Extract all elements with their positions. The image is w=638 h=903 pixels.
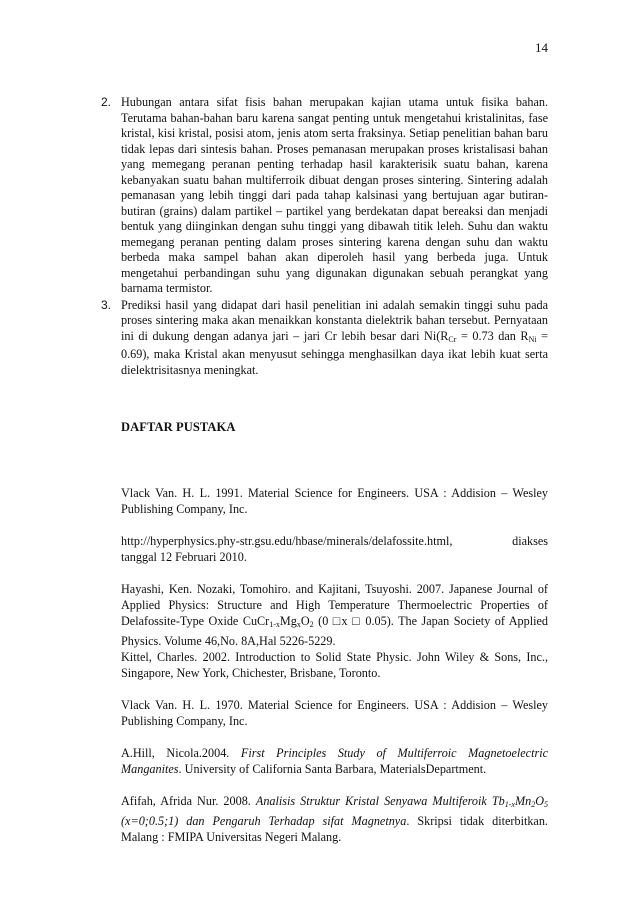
- page-number: 14: [535, 40, 548, 55]
- reference-item: A.Hill, Nicola.2004. First Principles Study of Multiferroic Magnetoelectric Manganites. University of California Santa Barbara, MaterialsDepartment.: [121, 746, 549, 776]
- list-item: [101, 95, 548, 297]
- list-item-text: Hubungan antara sifat fisis bahan merupakan kajian utama untuk fisika bahan. Terutama bahan-bahan baru karena sangat penting untuk mengetahui kristalinitas, fase kristal, kisi kristal, posisi atom, jenis atom serta fraksinya. Setiap penelitian bahan baru tidak lepas dari sintesis bahan. Proses pemanasan merupakan proses kristalisasi bahan yang memegang peranan penting terhadap hasil karakterisik suatu bahan, karena kebanyakan suatu bahan multiferroik dibuat dengan proses sintering. Sintering adalah pemanasan yang lebih tinggi dari pada tahap kalsinasi yang bertujuan agar butiran- butiran (grains) dalam partikel – partikel yang berdekatan dapat bereaksi dan menjadi bentuk yang diinginkan dengan suhu tinggi yang dibawah titik leleh. Suhu dan waktu memegang peranan penting dalam proses sintering karena dengan suhu dan waktu berbeda maka sampel bahan akan diperoleh hasil yang berbeda juga. Untuk mengetahui perbandingan suhu yang digunakan digunakan sebuah perangkat yang barnama termistor.: [121, 95, 548, 295]
- list-item: [101, 297, 548, 379]
- list-item-number: 2.: [101, 95, 112, 109]
- reference-item: http://hyperphysics.phy-str.gsu.edu/hbase/minerals/delafossite.html, diakses tanggal 12 Februari 2010.: [121, 534, 548, 564]
- reference-list: [121, 485, 548, 861]
- list-item-number: 3.: [101, 297, 112, 312]
- numbered-list: [101, 95, 548, 378]
- reference-item: Vlack Van. H. L. 1991. Material Science for Engineers. USA : Addision – Wesley Publishing Company, Inc.: [121, 486, 548, 516]
- reference-item: Vlack Van. H. L. 1970. Material Science for Engineers. USA : Addision – Wesley Publishing Company, Inc.: [121, 698, 548, 728]
- reference-item: Afifah, Afrida Nur. 2008. Analisis Struktur Kristal Senyawa Multiferoik $Tb_{1-x}Mn_2O_5$ (x=0;0.5;1) dan Pengaruh Terhadap sifat Magnetnya. Skripsi tidak diterbitkan. Malang : FMIPA Universitas Negeri Malang.: [121, 794, 548, 844]
- reference-item: Hayashi, Ken. Nozaki, Tomohiro. and Kajitani, Tsuyoshi. 2007. Japanese Journal of Applied Physics: Structure and High Temperature Thermoelectric Properties of Delafossite-Type Oxide $CuCr_{1-x}Mg_xO_2$ (0 □x □ 0.05). The Japan Society of Applied Physics. Volume 46,No. 8A,Hal 5226-5229.: [121, 582, 548, 648]
- reference-url[interactable]: http://hyperphysics.phy-str.gsu.edu/hbase/minerals/delafossite.html,: [121, 534, 453, 548]
- reference-item: Kittel, Charles. 2002. Introduction to Solid State Physic. John Wiley & Sons, Inc., Singapore, New York, Chichester, Brisbane, Toronto.: [121, 650, 548, 680]
- references-heading: DAFTAR PUSTAKA: [121, 420, 236, 434]
- list-item-text: Prediksi hasil yang didapat dari hasil penelitian ini adalah semakin tinggi suhu pada proses sintering maka akan menaikkan konstanta dielektrik bahan tersebut. Pernyataan ini di dukung dengan adanya jari – jari Cr lebih besar dari $Ni(R_{Cr} = 0.73$ dan $R_{Ni} = 0.69$), maka Kristal akan menyusut sehingga menghasilkan daya ikat lebih kuat serta dielektrisitasnya meningkat.: [121, 297, 548, 377]
